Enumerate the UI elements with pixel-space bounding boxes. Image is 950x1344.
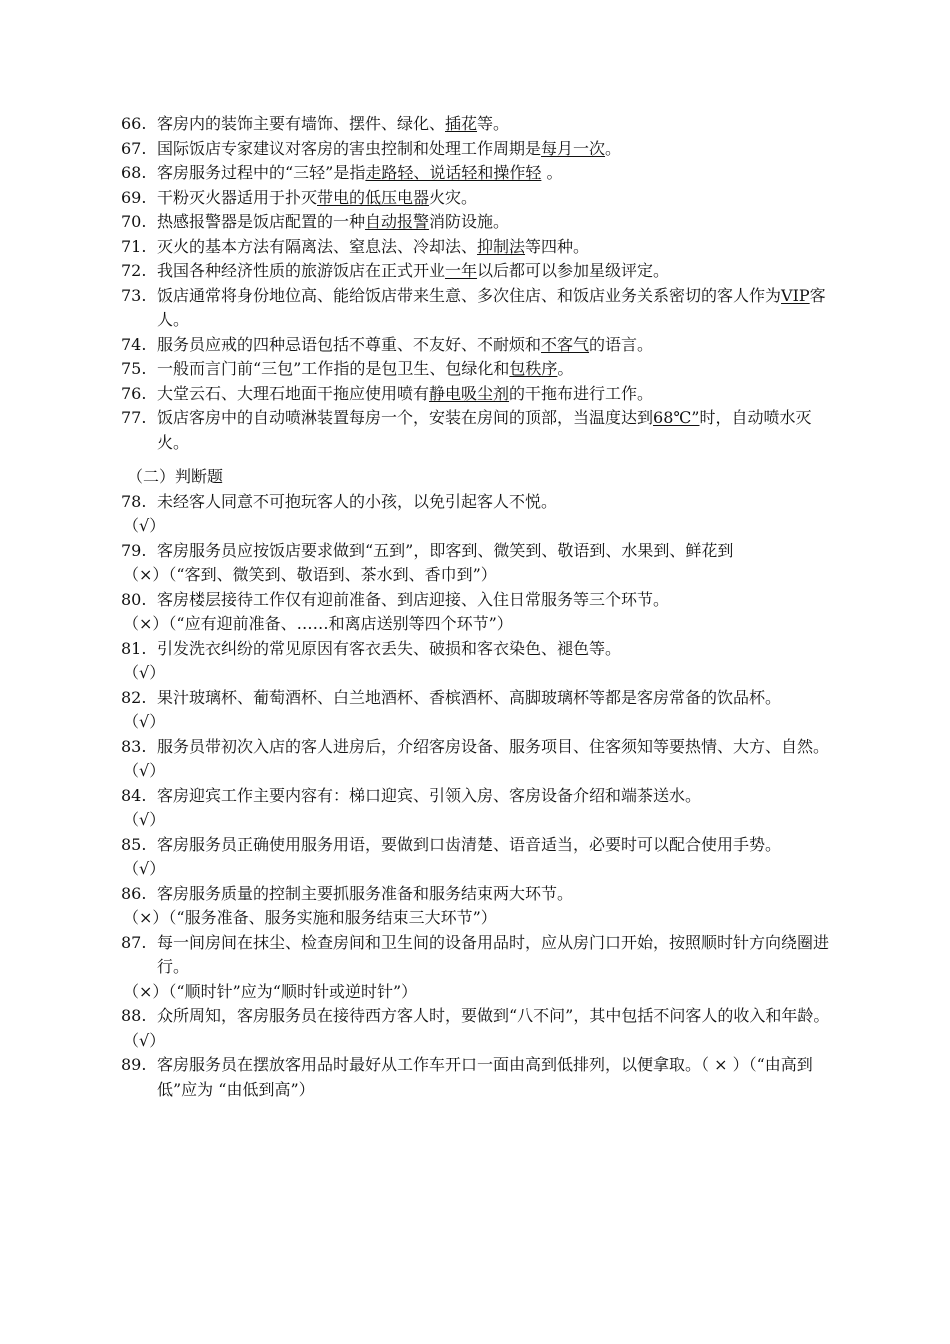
answer-underline: 走路轻、说话轻和操作轻 — [365, 163, 542, 182]
question-number: 72. — [121, 261, 147, 280]
question-text: 众所周知，客房服务员在接待西方客人时，要做到“八不问”，其中包括不问客人的收入和年龄。 — [157, 1006, 830, 1025]
answer-line: （×）（“顺时针”应为“顺时针或逆时针”） — [123, 981, 418, 1001]
question-item — [121, 490, 841, 515]
answer-underline: 不客气 — [541, 334, 590, 354]
text-segment: 。 — [557, 359, 574, 378]
question-text — [157, 186, 841, 211]
question-item — [121, 588, 841, 613]
question-number: 70. — [121, 212, 147, 231]
answer-line: （×）（“服务准备、服务实施和服务结束三大环节”） — [123, 908, 497, 927]
question-number: 69. — [121, 187, 147, 207]
answer-underline: 68℃” — [653, 408, 700, 427]
question-item — [121, 784, 841, 809]
text-segment: 火灾。 — [429, 187, 478, 207]
answer-underline: 抑制法 — [477, 236, 526, 256]
question-number: 75. — [121, 359, 147, 378]
question-number: 86. — [121, 883, 147, 903]
question-text — [157, 284, 841, 333]
question-item — [121, 259, 841, 284]
answer-underline: 每月一次 — [541, 138, 606, 158]
question-number: 76. — [121, 383, 147, 403]
text-segment: 一般而言门前“三包”工作指的是包卫生、包绿化和 — [157, 359, 510, 378]
answer-line: （√） — [123, 712, 166, 731]
question-text — [157, 161, 841, 186]
text-segment: 客房服务过程中的“三轻”是指 — [157, 163, 366, 182]
question-item — [121, 284, 841, 333]
question-item — [121, 833, 841, 858]
answer-underline: 一年 — [445, 261, 478, 280]
answer-line: （√） — [123, 1030, 166, 1050]
text-segment: 大堂云石、大理石地面干拖应使用喷有 — [157, 383, 430, 403]
question-text: 客房服务员应按饭店要求做到“五到”，即客到、微笑到、敬语到、水果到、鲜花到 — [157, 540, 734, 560]
question-text: 客房迎宾工作主要内容有：梯口迎宾、引领入房、客房设备介绍和端茶送水。 — [157, 785, 702, 805]
text-segment: 。 — [541, 163, 563, 182]
question-text — [157, 235, 841, 260]
answer-line: （√） — [123, 859, 166, 878]
question-item — [121, 357, 841, 382]
question-number: 89. — [121, 1055, 147, 1074]
fill-in-blank-list — [121, 112, 841, 455]
text-segment: 消防设施。 — [429, 212, 510, 231]
question-text — [157, 259, 841, 284]
question-item — [121, 235, 841, 260]
question-number: 66. — [121, 114, 147, 133]
question-number: 83. — [121, 736, 147, 756]
question-item — [121, 1004, 841, 1029]
text-segment: 干粉灭火器适用于扑灭 — [157, 187, 318, 207]
answer-line: （×）（“应有迎前准备、……和离店送别等四个环节”） — [123, 614, 513, 633]
question-item — [121, 186, 841, 211]
question-text: 客房服务员正确使用服务用语，要做到口齿清楚、语音适当，必要时可以配合使用手势。 — [157, 834, 782, 854]
question-number: 79. — [121, 540, 147, 560]
question-item — [121, 1053, 841, 1102]
question-number: 74. — [121, 334, 147, 354]
text-segment: 饭店通常将身份地位高、能给饭店带来生意、多次住店、和饭店业务关系密切的客人作为 — [157, 285, 782, 305]
question-item — [121, 382, 841, 407]
question-text: 客房服务质量的控制主要抓服务准备和服务结束两大环节。 — [157, 883, 574, 903]
text-segment: 国际饭店专家建议对客房的害虫控制和处理工作周期是 — [157, 138, 542, 158]
question-text: 每一间房间在抹尘、检查房间和卫生间的设备用品时，应从房门口开始，按照顺时针方向绕圈进行。 — [157, 932, 830, 976]
question-number: 71. — [121, 236, 147, 256]
answer-line: （√） — [123, 516, 166, 535]
question-item — [121, 161, 841, 186]
question-number: 68. — [121, 163, 147, 182]
text-segment: 灭火的基本方法有隔离法、窒息法、冷却法、 — [157, 236, 478, 256]
question-number: 73. — [121, 285, 147, 305]
text-segment: 我国各种经济性质的旅游饭店在正式开业 — [157, 261, 446, 280]
answer-underline: 插花 — [445, 114, 478, 133]
question-number: 81. — [121, 638, 147, 658]
question-item — [121, 112, 841, 137]
question-text — [157, 382, 841, 407]
question-text: 客房楼层接待工作仅有迎前准备、到店迎接、入住日常服务等三个环节。 — [157, 589, 670, 609]
answer-line: （√） — [123, 810, 166, 829]
question-number: 88. — [121, 1006, 147, 1025]
question-text — [157, 357, 841, 382]
question-text — [157, 333, 841, 358]
question-number: 80. — [121, 589, 147, 609]
question-number: 87. — [121, 932, 147, 952]
question-number: 82. — [121, 687, 147, 707]
text-segment: 饭店客房中的自动喷淋装置每房一个，安装在房间的顶部，当温度达到 — [157, 408, 654, 427]
text-segment: 的干拖布进行工作。 — [509, 383, 654, 403]
question-text — [157, 112, 841, 137]
question-item — [121, 333, 841, 358]
question-text: 未经客人同意不可抱玩客人的小孩，以免引起客人不悦。 — [157, 491, 558, 511]
text-segment: 等四种。 — [525, 236, 590, 256]
question-number: 84. — [121, 785, 147, 805]
true-false-list — [121, 490, 841, 1103]
section-title: （二）判断题 — [127, 467, 224, 486]
text-segment: 客人。 — [157, 285, 826, 329]
answer-line: （√） — [123, 663, 166, 682]
text-segment: 时，自动喷水灭火。 — [157, 408, 812, 452]
text-segment: 的语言。 — [589, 334, 654, 354]
question-text: 服务员带初次入店的客人进房后，介绍客房设备、服务项目、住客须知等要热情、大方、自然。 — [157, 736, 830, 756]
document-body — [121, 112, 841, 1102]
question-number: 85. — [121, 834, 147, 854]
question-text: 引发洗衣纠纷的常见原因有客衣丢失、破损和客衣染色、褪色等。 — [157, 638, 622, 658]
text-segment: 以后都可以参加星级评定。 — [477, 261, 670, 280]
text-segment: 服务员应戒的四种忌语包括不尊重、不友好、不耐烦和 — [157, 334, 542, 354]
question-item — [121, 137, 841, 162]
question-number: 77. — [121, 408, 147, 427]
question-item — [121, 406, 841, 455]
question-item — [121, 637, 841, 662]
text-segment: 热感报警器是饭店配置的一种 — [157, 212, 366, 231]
question-item — [121, 539, 841, 564]
answer-line: （√） — [123, 761, 166, 780]
question-number: 78. — [121, 491, 147, 511]
question-item — [121, 931, 841, 980]
question-item — [121, 686, 841, 711]
question-text — [157, 406, 841, 455]
text-segment: 客房内的装饰主要有墙饰、摆件、绿化、 — [157, 114, 446, 133]
question-text: 客房服务员在摆放客用品时最好从工作车开口一面由高到低排列，以便拿取。（ × ）（“由高到低”应为 “由低到高”） — [157, 1055, 813, 1099]
answer-underline: 静电吸尘剂 — [429, 383, 510, 403]
answer-underline: VIP — [781, 285, 810, 305]
text-segment: 等。 — [477, 114, 510, 133]
question-text — [157, 137, 841, 162]
text-segment: 。 — [605, 138, 622, 158]
answer-underline: 自动报警 — [365, 212, 430, 231]
question-item — [121, 735, 841, 760]
question-number: 67. — [121, 138, 147, 158]
answer-line: （×）（“客到、微笑到、敬语到、茶水到、香巾到”） — [123, 565, 497, 584]
question-text — [157, 210, 841, 235]
question-text: 果汁玻璃杯、葡萄酒杯、白兰地酒杯、香槟酒杯、高脚玻璃杯等都是客房常备的饮品杯。 — [157, 687, 782, 707]
answer-underline: 带电的低压电器 — [317, 187, 430, 207]
answer-underline: 包秩序 — [509, 359, 558, 378]
question-item — [121, 210, 841, 235]
question-item — [121, 882, 841, 907]
